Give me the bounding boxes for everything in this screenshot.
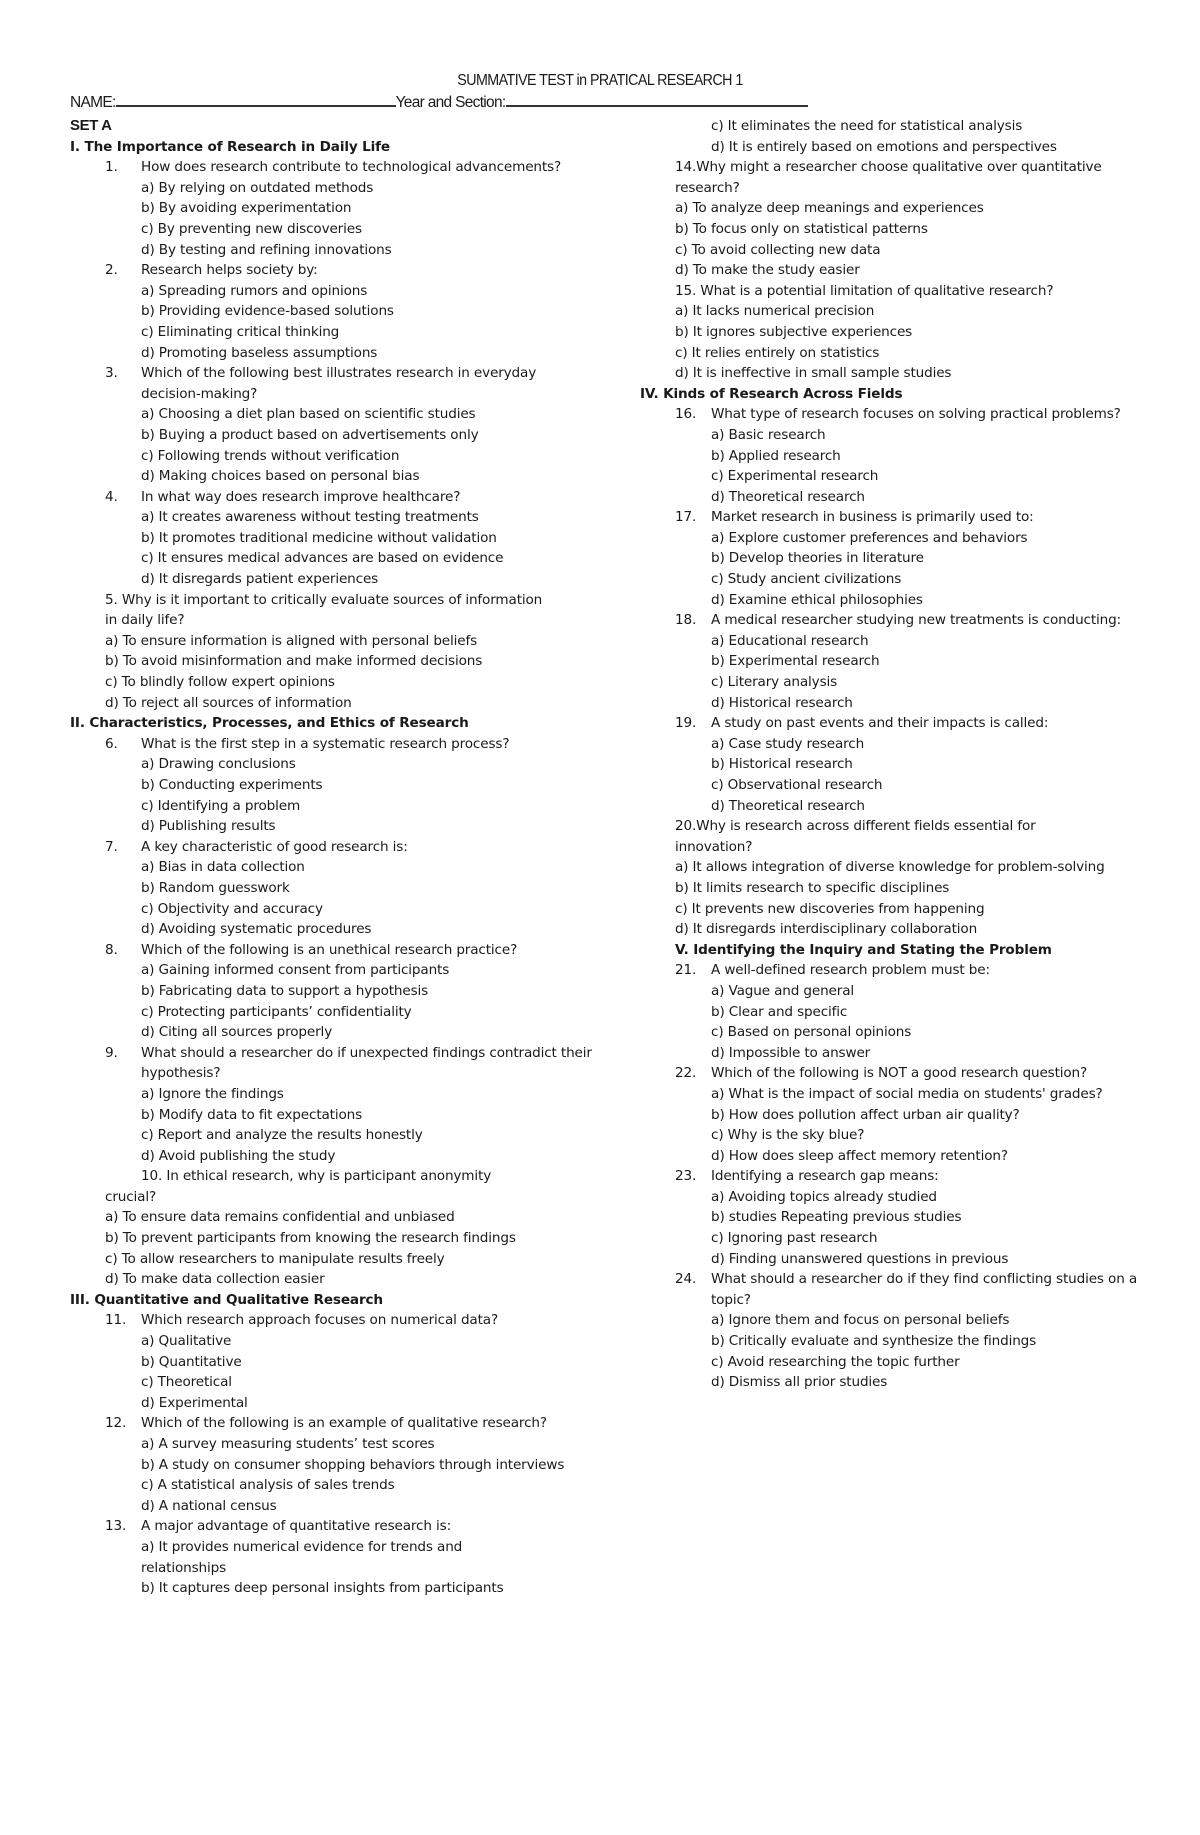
page-title: SUMMATIVE TEST in PRATICAL RESEARCH 1 [457, 72, 743, 89]
question-number: 8. [105, 941, 118, 958]
question-22 [640, 1063, 1156, 1084]
section-heading: I. The Importance of Research in Daily Life [70, 138, 390, 155]
option[interactable]: c) Ignoring past research [711, 1230, 878, 1247]
question-number: 22. [675, 1065, 697, 1082]
question-14: 14.Why might a researcher choose qualitative over quantitative research? [675, 159, 1102, 196]
option[interactable]: c) By preventing new discoveries [141, 220, 362, 237]
question-text: Identifying a research gap means: [711, 1168, 939, 1185]
question-23 [640, 1166, 1160, 1187]
question-number: 9. [105, 1044, 118, 1061]
option[interactable]: d) Finding unanswered questions in previous [711, 1250, 1009, 1267]
option[interactable]: b) Fabricating data to support a hypothesis [141, 982, 429, 999]
option[interactable]: d) Dismiss all prior studies [711, 1374, 888, 1391]
option[interactable]: d) It is ineffective in small sample studies [675, 365, 952, 382]
question-12 [70, 1413, 611, 1434]
option[interactable]: d) To make the study easier [675, 262, 860, 279]
section-heading: IV. Kinds of Research Across Fields [640, 385, 903, 402]
question-text: What type of research focuses on solving practical problems? [711, 406, 1121, 423]
option[interactable]: b) Quantitative [141, 1353, 242, 1370]
question-18 [640, 610, 1171, 631]
question-number: 11. [105, 1312, 127, 1329]
option[interactable]: c) It eliminates the need for statistical analysis [711, 118, 1023, 134]
option[interactable]: a) Avoiding topics already studied [711, 1188, 937, 1205]
option[interactable]: c) Why is the sky blue? [711, 1127, 865, 1144]
option[interactable]: c) Avoid researching the topic further [711, 1353, 960, 1370]
option[interactable]: c) Experimental research [711, 468, 879, 485]
option[interactable]: b) It ignores subjective experiences [675, 323, 913, 340]
option[interactable]: a) To ensure information is aligned with personal beliefs [105, 632, 478, 649]
option[interactable]: d) Historical research [711, 694, 853, 711]
question-17 [640, 507, 1160, 528]
section-heading: II. Characteristics, Processes, and Ethics of Research [70, 715, 469, 732]
question-8 [70, 940, 581, 961]
question-text: Which of the following is an unethical research practice? [141, 941, 518, 958]
question-number: 7. [105, 838, 118, 855]
option[interactable]: b) Critically evaluate and synthesize the findings [711, 1333, 1037, 1350]
option[interactable]: b) It promotes traditional medicine without validation [141, 529, 497, 546]
question-9 [70, 1043, 631, 1084]
option[interactable]: a) Ignore the findings [141, 1085, 284, 1102]
question-text: Which of the following is NOT a good research question? [711, 1065, 1088, 1082]
question-10-continued: crucial? [105, 1188, 157, 1205]
option[interactable]: c) It prevents new discoveries from happening [675, 900, 985, 917]
section-heading: III. Quantitative and Qualitative Research [70, 1291, 383, 1308]
option[interactable]: d) A national census [141, 1497, 277, 1514]
option[interactable]: a) What is the impact of social media on students' grades? [711, 1085, 1103, 1102]
question-number: 17. [675, 509, 697, 526]
option[interactable]: d) It is entirely based on emotions and perspectives [711, 138, 1057, 155]
question-text: Market research in business is primarily used to: [711, 509, 1034, 526]
option[interactable]: d) Theoretical research [711, 488, 865, 505]
option[interactable]: d) How does sleep affect memory retention? [711, 1147, 1008, 1164]
question-number: 13. [105, 1518, 127, 1535]
question-text: What should a researcher do if unexpected findings contradict their hypothesis? [141, 1044, 592, 1082]
option[interactable]: d) Examine ethical philosophies [711, 591, 923, 608]
question-text: A study on past events and their impacts is called: [711, 715, 1049, 732]
question-16 [640, 404, 1181, 425]
option[interactable]: a) To ensure data remains confidential and unbiased [105, 1209, 455, 1226]
question-text: A medical researcher studying new treatments is conducting: [711, 612, 1122, 629]
option[interactable]: c) Literary analysis [711, 674, 838, 691]
question-text: Which of the following best illustrates research in everyday decision-making? [141, 365, 537, 402]
question-number: 2. [105, 262, 118, 279]
option[interactable]: a) A survey measuring students’ test scores [141, 1436, 435, 1452]
option[interactable]: a) Choosing a diet plan based on scientific studies [141, 406, 476, 423]
option[interactable]: b) By avoiding experimentation [141, 200, 352, 217]
left-column [70, 116, 590, 1599]
question-text: Which of the following is an example of qualitative research? [141, 1415, 547, 1432]
option[interactable]: c) It ensures medical advances are based on evidence [141, 550, 504, 567]
option[interactable]: a) Case study research [711, 735, 865, 752]
option[interactable]: d) Making choices based on personal bias [141, 468, 420, 485]
option[interactable]: b) To focus only on statistical patterns [675, 220, 928, 237]
question-text: A key characteristic of good research is: [141, 838, 408, 855]
option[interactable]: b) Experimental research [711, 653, 880, 670]
option[interactable]: d) Citing all sources properly [141, 1024, 333, 1041]
right-column [640, 116, 1160, 1393]
option[interactable]: a) Ignore them and focus on personal beliefs [711, 1312, 1010, 1329]
option[interactable]: b) Develop theories in literature [711, 550, 924, 567]
option[interactable]: a) Explore customer preferences and behaviors [711, 529, 1028, 546]
student-info-row [70, 93, 808, 112]
question-number: 4. [105, 488, 118, 505]
option[interactable]: c) Report and analyze the results honestly [141, 1127, 423, 1144]
question-number: 23. [675, 1168, 697, 1185]
question-text: A major advantage of quantitative research is: [141, 1518, 452, 1535]
question-11 [70, 1310, 590, 1331]
option[interactable]: b) To prevent participants from knowing the research findings [105, 1230, 516, 1247]
question-number: 18. [675, 612, 697, 629]
question-4 [70, 487, 590, 508]
question-number: 21. [675, 962, 697, 979]
option[interactable]: c) Following trends without verification [141, 447, 400, 464]
question-3 [70, 363, 590, 404]
option[interactable]: c) To blindly follow expert opinions [105, 674, 335, 691]
section-heading: V. Identifying the Inquiry and Stating the Problem [675, 941, 1052, 958]
option[interactable]: a) Vague and general [711, 982, 855, 999]
option[interactable]: d) Promoting baseless assumptions [141, 344, 378, 361]
question-20: 20.Why is research across different fields essential for innovation? [675, 818, 1036, 855]
name-label: NAME: [70, 94, 116, 111]
option[interactable]: b) Applied research [711, 447, 841, 464]
option[interactable]: b) Clear and specific [711, 1003, 848, 1020]
question-text: Research helps society by: [141, 262, 318, 279]
option[interactable]: d) Theoretical research [711, 797, 865, 814]
option[interactable]: d) Avoiding systematic procedures [141, 921, 372, 938]
option[interactable]: c) Observational research [711, 777, 883, 793]
option[interactable]: c) Based on personal opinions [711, 1024, 912, 1041]
option[interactable]: a) It provides numerical evidence for trends and relationships [141, 1538, 463, 1576]
option[interactable]: d) To reject all sources of information [105, 694, 352, 711]
question-text: What is the first step in a systematic research process? [141, 735, 510, 752]
question-7 [70, 837, 590, 858]
option[interactable]: b) Random guesswork [141, 879, 290, 896]
question-text: Which research approach focuses on numerical data? [141, 1312, 499, 1329]
question-21 [640, 960, 1160, 981]
option[interactable]: d) Experimental [141, 1394, 248, 1411]
option[interactable]: a) It lacks numerical precision [675, 303, 875, 320]
question-15: 15. What is a potential limitation of qualitative research? [675, 282, 1054, 299]
question-text: In what way does research improve healthcare? [141, 488, 461, 505]
option[interactable]: a) Educational research [711, 632, 869, 649]
option[interactable]: b) Buying a product based on advertisements only [141, 426, 479, 443]
question-1 [70, 157, 590, 178]
question-24 [640, 1269, 1181, 1310]
question-2 [70, 260, 590, 281]
question-text: How does research contribute to technological advancements? [141, 159, 562, 176]
year-section-label: Year and Section: [395, 94, 506, 111]
question-13 [70, 1516, 590, 1537]
question-text: A well-defined research problem must be: [711, 962, 990, 979]
option[interactable]: c) Protecting participants’ confidentiality [141, 1003, 412, 1020]
question-6 [70, 734, 571, 755]
option[interactable]: c) Study ancient civilizations [711, 571, 902, 588]
option[interactable]: b) studies Repeating previous studies [711, 1209, 962, 1226]
option[interactable]: c) Objectivity and accuracy [141, 900, 323, 917]
name-blank[interactable] [116, 93, 396, 107]
option[interactable]: b) Conducting experiments [141, 777, 323, 793]
option[interactable]: a) Bias in data collection [141, 859, 305, 876]
question-number: 12. [105, 1415, 127, 1432]
option[interactable]: b) Modify data to fit expectations [141, 1106, 363, 1123]
option[interactable]: c) Identifying a problem [141, 797, 301, 814]
option[interactable]: b) To avoid misinformation and make informed decisions [105, 653, 483, 670]
option[interactable]: a) Spreading rumors and opinions [141, 282, 368, 299]
option[interactable]: c) To avoid collecting new data [675, 241, 881, 258]
question-text: What should a researcher do if they find conflicting studies on a topic? [711, 1271, 1138, 1308]
option[interactable]: d) It disregards interdisciplinary collaboration [675, 921, 978, 938]
option[interactable]: a) Basic research [711, 426, 826, 443]
option[interactable]: a) Gaining informed consent from participants [141, 962, 450, 979]
option[interactable]: c) A statistical analysis of sales trends [141, 1477, 395, 1494]
question-10: 10. In ethical research, why is participant anonymity [141, 1168, 492, 1185]
option[interactable]: a) Drawing conclusions [141, 756, 296, 773]
question-number: 16. [675, 406, 697, 423]
option[interactable]: d) Publishing results [141, 818, 276, 835]
option[interactable]: d) By testing and refining innovations [141, 241, 392, 258]
question-number: 3. [105, 365, 118, 382]
option[interactable]: b) It captures deep personal insights from participants [141, 1580, 504, 1597]
question-number: 6. [105, 735, 118, 752]
option[interactable]: a) It allows integration of diverse knowledge for problem-solving [675, 859, 1105, 876]
question-5: 5. Why is it important to critically evaluate sources of information in daily life? [105, 591, 543, 629]
option[interactable]: c) It relies entirely on statistics [675, 344, 880, 361]
option[interactable]: b) It limits research to specific disciplines [675, 879, 950, 896]
option[interactable]: c) To allow researchers to manipulate results freely [105, 1250, 445, 1267]
option[interactable]: a) It creates awareness without testing treatments [141, 509, 479, 526]
option[interactable]: d) Avoid publishing the study [141, 1147, 336, 1164]
option[interactable]: b) Providing evidence-based solutions [141, 303, 394, 320]
question-number: 1. [105, 159, 118, 176]
set-label: SET A [70, 117, 112, 134]
option[interactable]: b) How does pollution affect urban air quality? [711, 1106, 1020, 1123]
option[interactable]: a) Qualitative [141, 1333, 232, 1350]
option[interactable]: c) Eliminating critical thinking [141, 323, 340, 340]
option[interactable]: c) Theoretical [141, 1374, 232, 1391]
question-number: 19. [675, 715, 697, 732]
option[interactable]: d) It disregards patient experiences [141, 571, 379, 588]
question-19 [640, 713, 1160, 734]
option[interactable]: a) By relying on outdated methods [141, 179, 374, 196]
option[interactable]: d) Impossible to answer [711, 1044, 871, 1061]
option[interactable]: d) To make data collection easier [105, 1271, 325, 1288]
option[interactable]: b) Historical research [711, 756, 853, 773]
option[interactable]: a) To analyze deep meanings and experiences [675, 200, 984, 217]
question-number: 24. [675, 1271, 697, 1288]
year-section-blank[interactable] [506, 93, 808, 107]
option[interactable]: b) A study on consumer shopping behaviors through interviews [141, 1456, 565, 1473]
